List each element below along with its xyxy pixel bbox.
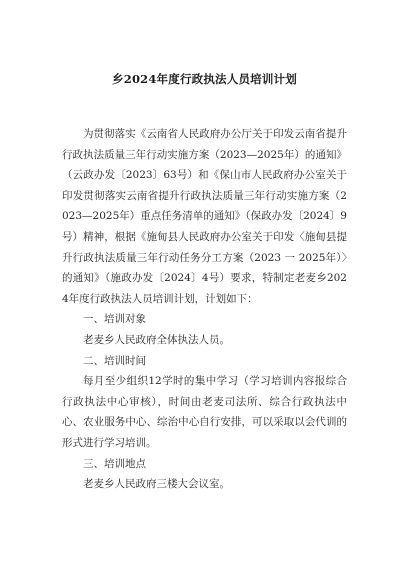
intro-paragraph: 为贯彻落实《云南省人民政府办公厅关于印发云南省提升行政执法质量三年行动实施方案（2023—2025年）的通知》（云政办发〔2023〕63号）和《保山市人民政府办公室关于印发贯彻落实云南省提升行政执法质量三年行动实施方案（2023—2025年）重点任务清单的通知》（保政办发〔2024〕9号）精神，根据《施甸县人民政府办公室关于印发〈施甸县提升行政执法质量三年行动任务分工方案（2023 一 2025年）〉的通知》（施政办发〔2024〕4号）要求，特制定老麦乡2024年度行政执法人员培训计划，计划如下： [62,128,347,305]
section-text-training-time: 每月至少组织12学时的集中学习（学习培训内容报综合行政执法中心审核），时间由老麦司法所、综合行政执法中心、农业服务中心、综治中心自行安排，可以采取以会代训的形式进行学习培训。 [62,375,347,449]
section-heading-training-time: 二、培训时间 [83,354,146,367]
document-title: 乡2024年度行政执法人员培训计划 [112,72,297,86]
section-text-training-location: 老麦乡人民政府三楼大会议室。 [83,478,230,491]
section-text-training-target: 老麦乡人民政府全体执法人员。 [83,333,230,346]
document-body [62,124,347,495]
section-heading-training-target: 一、培训对象 [83,313,146,326]
section-heading-training-location: 三、培训地点 [83,457,146,470]
